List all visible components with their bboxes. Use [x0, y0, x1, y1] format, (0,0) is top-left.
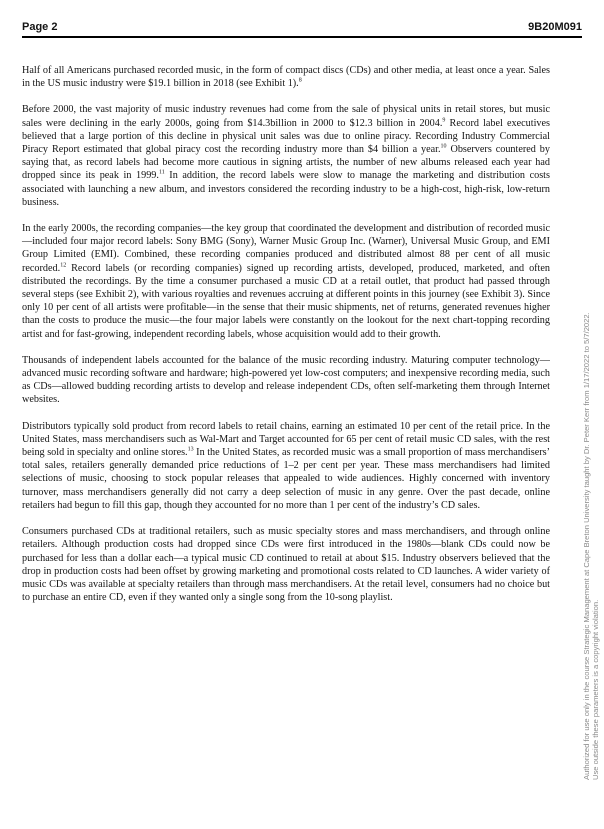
footnote-ref: 9 [442, 117, 446, 124]
paragraph-text: Distributors typically sold product from record labels to retail chains, earning an estimated 10 per cent of the retail price. In the United States, mass merchandisers such as Wal-Mart and Target accounted for 65 per cent of retail music CD sales, with the rest being sold in specialty and online stores. [22, 420, 550, 459]
footnote-ref: 10 [440, 143, 447, 150]
paragraph-text: In the United States, as recorded music was a small proportion of mass merchandisers’ total sales, retailers generally demanded price reductions of 1–2 per cent per year. These mass merchandisers had limited selections of music, choosing to stock popular releases that appealed to wide audiences. Highly concerned with inventory turnover, mass merchandisers generally did not carry a deep selection of music in any genre. Over the past decade, online retailers had begun to fill this gap, though they accounted for no more than 1 per cent of the industry’s CD sales. [22, 447, 550, 511]
document-code: 9B20M091 [528, 21, 582, 33]
paragraph-text: Half of all Americans purchased recorded music, in the form of compact discs (CDs) and other media, at least once a year. Sales in the US music industry were $19.1 billion in 2018 (see Exhibit 1). [22, 65, 550, 90]
paragraph-text: Before 2000, the vast majority of music industry revenues had come from the sale of physical units in retail stores, but music sales were declining in the early 2000s, going from $14.3billion in 2000 to $12.3 billion in 2004. [22, 104, 550, 129]
footnote-ref: 8 [298, 77, 302, 84]
paragraph [22, 354, 550, 407]
paragraph-text: Consumers purchased CDs at traditional retailers, such as music specialty stores and mass merchandisers, and through online retailers. Although production costs had dropped since CDs were first introduced in the 1980s—blank CDs could now be purchased for less than a dollar each—a typical music CD continued to retail at about $15. Industry observers believed that the drop in production costs had been offset by growing marketing and promotional costs related to CD launches. A wider variety of music CDs was available at specialty retailers than through mass merchandisers. At the retail level, consumers had no choice but to purchase an entire CD, even if they wanted only a single song from the 10-song playlist. [22, 526, 550, 604]
page-number: Page 2 [22, 21, 58, 33]
paragraph-text: In the early 2000s, the recording companies—the key group that coordinated the development and distribution of recorded music—included four major record labels: Sony BMG (Sony), Warner Music Group Inc. (Warner), Universal Music Group, and EMI Group Limited (EMI). Combined, these recording companies produced and distributed almost 88 per cent of all music recorded. [22, 223, 550, 274]
paragraph [22, 103, 550, 209]
usage-notice-line-2: Use outside these parameters is a copyright violation. [591, 599, 600, 780]
copyright-sidebar [582, 140, 602, 780]
paragraph [22, 525, 550, 604]
paragraph-text: Record labels (or recording companies) signed up recording artists, developed, produced, marketed, and often distributed the recordings. By the time a consumer purchased a music CD at a retail outlet, that product had passed through several steps (see Exhibit 2), with various royalties and revenues accruing at different points in this journey (see Exhibit 3). Since only 10 per cent of all artists were profitable—in the sense that their music shipments, net of returns, generated revenues higher than the costs to produce the music—the four major labels were constantly on the lookout for the next chart-topping recording artist and for fast-growing, independent recording labels, whose acquisition would add to their growth. [22, 262, 550, 340]
footnote-ref: 11 [158, 170, 165, 177]
body-text [22, 64, 550, 617]
paragraph-text: In addition, the record labels were slow to manage the marketing and distribution costs associated with launching a new album, and investors considered the recording industry to be a high-cost, high-risk, low-return business. [22, 170, 550, 208]
paragraph-text: Thousands of independent labels accounted for the balance of the music recording industry. Maturing computer technology—advanced music recording software and hardware; high-powered yet low-cost computers; and inexpensive recording media, such as CDs—allowed budding recording artists to develop and release independent CDs, often self-marketing them through Internet websites. [22, 354, 550, 406]
footnote-ref: 13 [187, 446, 194, 453]
paragraph [22, 64, 550, 90]
paragraph-text: Observers countered by saying that, as record labels had become more cautious in signing artists, the number of new albums released each year had dropped since its peak in 1999. [22, 144, 550, 182]
usage-notice [582, 312, 600, 780]
footnote-ref: 12 [60, 262, 67, 269]
paragraph-text: Record label executives believed that a large portion of this decline in physical unit sales was due to online piracy. Recording Industry Commercial Piracy Report estimated that global piracy cost the recording industry more than $4 billion a year. [22, 117, 551, 156]
paragraph [22, 222, 550, 341]
paragraph [22, 420, 550, 512]
usage-notice-line-1: Authorized for use only in the course Strategic Management at Cape Breton University taught by Dr. Peter Kerr from 1/17/2022 to 5/7/2022. [582, 312, 591, 780]
page-header [22, 20, 582, 38]
